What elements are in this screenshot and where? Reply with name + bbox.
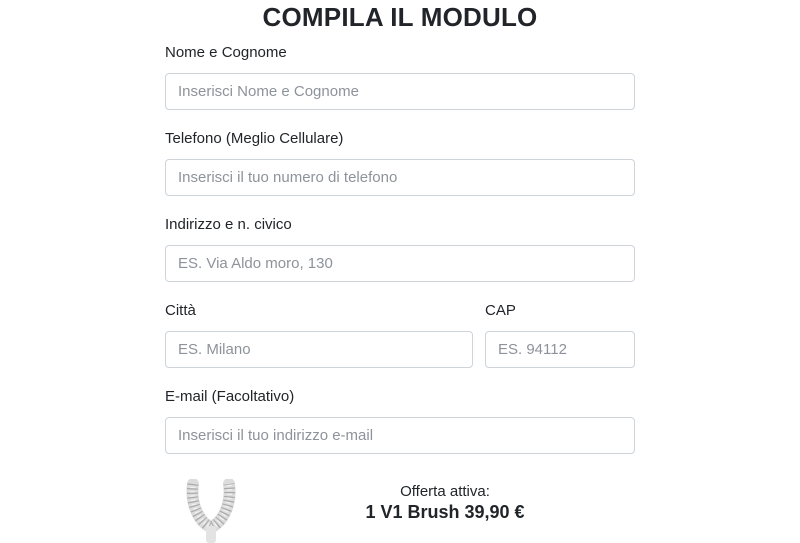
phone-input[interactable]: [165, 159, 635, 196]
city-input[interactable]: [165, 331, 473, 368]
full-name-input[interactable]: [165, 73, 635, 110]
field-row-city-zip: [165, 303, 635, 368]
form-container: [165, 0, 635, 543]
active-offer-section: [165, 475, 635, 543]
offer-text-block: [255, 475, 635, 523]
offer-heading: Offerta attiva:: [400, 483, 490, 500]
field-group-city: [165, 303, 473, 368]
field-group-address: [165, 217, 635, 282]
field-group-phone: [165, 131, 635, 196]
zip-input[interactable]: [485, 331, 635, 368]
email-label: E-mail (Facoltativo): [165, 388, 295, 405]
address-label: Indirizzo e n. civico: [165, 216, 292, 233]
field-group-full-name: [165, 45, 635, 110]
offer-detail: 1 V1 Brush 39,90 €: [365, 502, 525, 522]
zip-label: CAP: [485, 302, 516, 319]
phone-label: Telefono (Meglio Cellulare): [165, 130, 344, 147]
email-input[interactable]: [165, 417, 635, 454]
city-label: Città: [165, 302, 196, 319]
full-name-label: Nome e Cognome: [165, 44, 287, 61]
address-input[interactable]: [165, 245, 635, 282]
field-group-email: [165, 389, 635, 454]
u-shaped-toothbrush-image: [185, 475, 255, 543]
field-group-zip: [485, 303, 635, 368]
page-title: COMPILA IL MODULO: [262, 2, 538, 32]
